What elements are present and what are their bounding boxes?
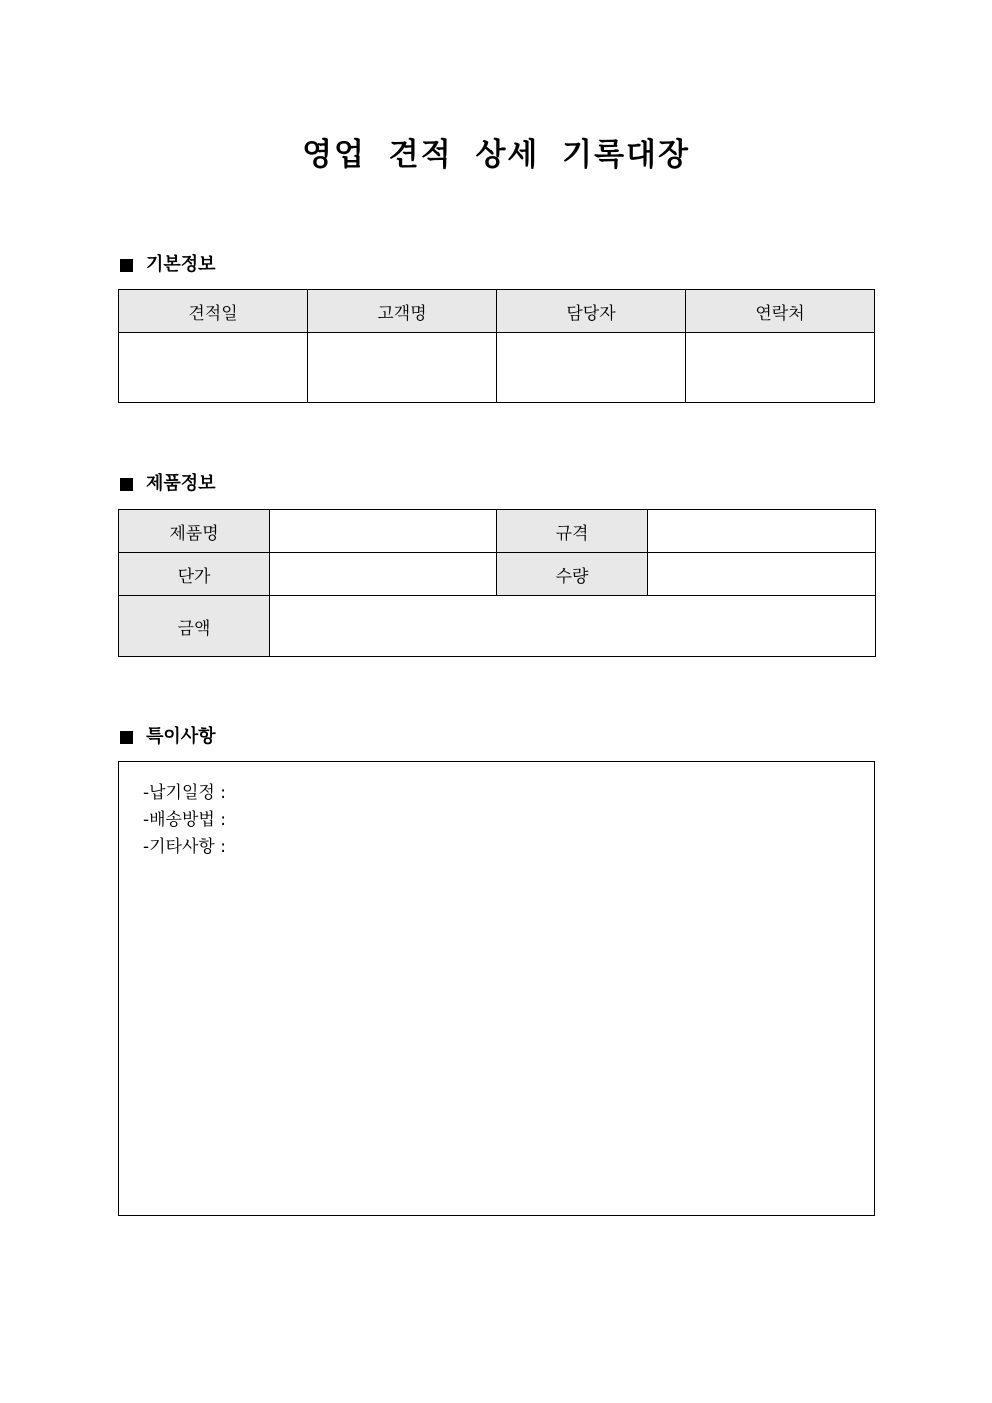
label-unit-price: 단가 xyxy=(119,553,270,596)
product-name-field[interactable] xyxy=(270,510,497,553)
section-heading-basic-info xyxy=(119,253,216,277)
remark-shipping-method: -배송방법 : xyxy=(143,810,226,830)
quote-date-field[interactable] xyxy=(119,333,308,403)
square-bullet-icon xyxy=(120,731,133,744)
table-row xyxy=(119,510,876,553)
manager-field[interactable] xyxy=(497,333,686,403)
amount-field[interactable] xyxy=(270,596,876,657)
section-heading-label: 기본정보 xyxy=(146,254,216,275)
customer-name-field[interactable] xyxy=(308,333,497,403)
header-manager: 담당자 xyxy=(497,290,686,333)
header-customer-name: 고객명 xyxy=(308,290,497,333)
table-header-row xyxy=(119,290,875,333)
header-quote-date: 견적일 xyxy=(119,290,308,333)
unit-price-field[interactable] xyxy=(270,553,497,596)
table-row xyxy=(119,333,875,403)
table-row xyxy=(119,553,876,596)
remarks-lines xyxy=(143,780,226,861)
contact-field[interactable] xyxy=(686,333,875,403)
section-heading-label: 특이사항 xyxy=(146,726,216,747)
product-info-table xyxy=(118,509,876,657)
label-product-name: 제품명 xyxy=(119,510,270,553)
section-heading-remarks xyxy=(119,725,216,749)
table-row xyxy=(119,596,876,657)
remarks-box[interactable] xyxy=(118,761,875,1216)
remark-delivery-schedule: -납기일정 : xyxy=(143,783,226,803)
document-title: 영업 견적 상세 기록대장 xyxy=(302,137,690,173)
remark-other-notes: -기타사항 : xyxy=(143,837,226,857)
square-bullet-icon xyxy=(120,478,133,491)
square-bullet-icon xyxy=(120,259,133,272)
spec-field[interactable] xyxy=(648,510,876,553)
label-quantity: 수량 xyxy=(497,553,648,596)
section-heading-label: 제품정보 xyxy=(146,473,216,494)
label-spec: 규격 xyxy=(497,510,648,553)
basic-info-table xyxy=(118,289,875,403)
label-amount: 금액 xyxy=(119,596,270,657)
section-heading-product-info xyxy=(119,472,216,496)
header-contact: 연락처 xyxy=(686,290,875,333)
quantity-field[interactable] xyxy=(648,553,876,596)
